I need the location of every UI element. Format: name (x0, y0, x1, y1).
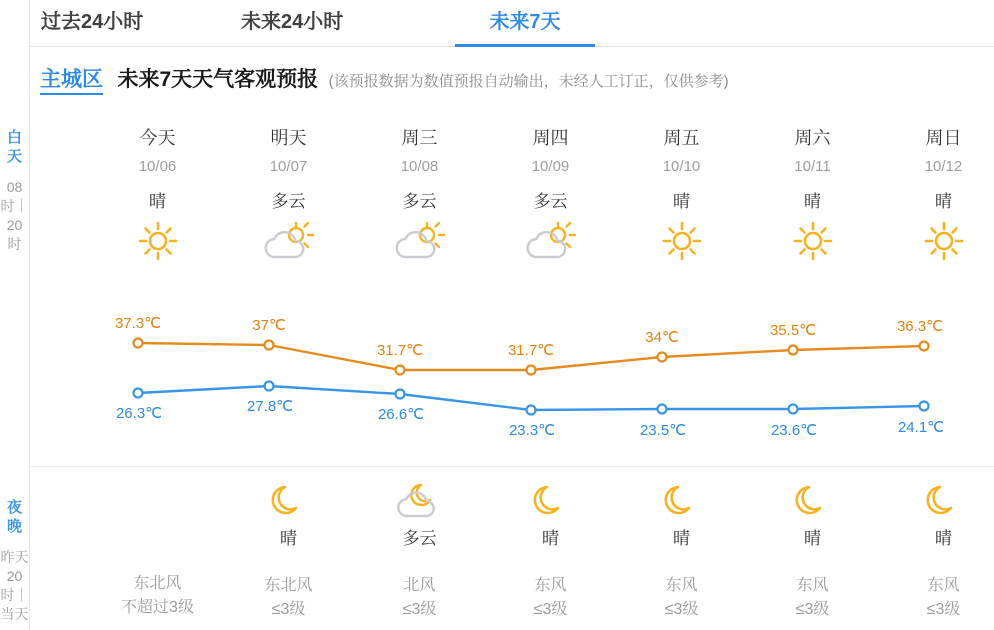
day-name: 周日 (925, 128, 962, 148)
day-condition: 晴 (149, 192, 166, 211)
day-condition: 多云 (533, 192, 568, 211)
night-condition: 晴 (804, 529, 821, 548)
day-condition: 多云 (402, 192, 437, 211)
low-temp-label-6: 24.1℃ (897, 419, 945, 436)
high-temp-label-2: 31.7℃ (376, 342, 424, 359)
night-condition: 晴 (280, 529, 297, 548)
day-date: 10/12 (924, 158, 963, 175)
rail-daytime-label: 白天 (6, 129, 22, 165)
high-temp-label-3: 31.7℃ (507, 342, 555, 359)
city-name[interactable]: 主城区 (40, 68, 103, 95)
rail-night-range: 昨天20时｜当天 (0, 549, 29, 622)
wind-direction: 东风 (796, 577, 829, 594)
sun-icon (92, 219, 223, 263)
low-temp-label-5: 23.6℃ (770, 422, 818, 439)
day-date: 10/06 (138, 158, 177, 175)
sun-icon (616, 219, 747, 263)
moon-icon (878, 482, 994, 524)
day-name: 周四 (532, 128, 569, 148)
wind-direction: 东北风 (264, 577, 313, 594)
moon-icon (485, 482, 616, 524)
temperature-chart (30, 300, 994, 465)
night-column-0 (92, 482, 223, 620)
moon-icon (747, 482, 878, 524)
sun-cloud-icon (354, 219, 485, 263)
night-row (30, 482, 994, 630)
sun-icon (747, 219, 878, 263)
moon-cloud-icon (354, 482, 485, 524)
high-temp-label-6: 36.3℃ (896, 318, 944, 335)
low-temp-label-4: 23.5℃ (639, 422, 687, 439)
wind-level: ≤3级 (271, 601, 306, 618)
wind-level: 不超过3级 (121, 599, 194, 616)
wind-level: ≤3级 (402, 601, 437, 618)
wind-direction: 东风 (665, 577, 698, 594)
wind-level: ≤3级 (926, 601, 961, 618)
day-name: 周五 (663, 128, 700, 148)
sun-icon (878, 219, 994, 263)
day-condition: 多云 (271, 192, 306, 211)
day-name: 今天 (139, 128, 176, 148)
sun-cloud-icon (485, 219, 616, 263)
day-name: 周六 (794, 128, 831, 148)
night-column-6 (878, 482, 994, 622)
wind-direction: 北风 (403, 577, 436, 594)
page-title: 未来7天天气客观预报 (117, 68, 319, 91)
day-column-6 (878, 125, 994, 263)
section-header (40, 63, 729, 97)
wind-direction: 东风 (927, 577, 960, 594)
wind-level: ≤3级 (795, 601, 830, 618)
tab-past-24h[interactable]: 过去24小时 (41, 11, 144, 33)
day-column-1 (223, 125, 354, 263)
day-column-5 (747, 125, 878, 263)
day-column-4 (616, 125, 747, 263)
night-column-1 (223, 482, 354, 622)
wind-direction: 东北风 (133, 575, 182, 592)
night-condition: 晴 (542, 529, 559, 548)
night-column-5 (747, 482, 878, 622)
day-date: 10/09 (531, 158, 570, 175)
night-condition: 多云 (402, 529, 437, 548)
low-temp-label-0: 26.3℃ (115, 405, 163, 422)
forecast-disclaimer: (该预报数据为数值预报自动输出，未经人工订正，仅供参考) (328, 73, 729, 90)
night-column-2 (354, 482, 485, 622)
sun-cloud-icon (223, 219, 354, 263)
high-temp-label-5: 35.5℃ (769, 322, 817, 339)
moon-icon (223, 482, 354, 524)
high-temp-label-0: 37.3℃ (114, 315, 162, 332)
rail-daytime-range: 08时｜20时 (0, 179, 29, 252)
day-name: 明天 (270, 128, 307, 148)
day-column-3 (485, 125, 616, 263)
period-rail (0, 0, 30, 630)
forecast-tabs (30, 0, 994, 47)
low-temp-label-1: 27.8℃ (246, 398, 294, 415)
day-condition: 晴 (673, 192, 690, 211)
high-temp-label-4: 34℃ (645, 329, 679, 346)
rail-night-label: 夜晚 (6, 499, 22, 535)
day-name: 周三 (401, 128, 438, 148)
day-date: 10/11 (794, 158, 831, 175)
tab-next-24h[interactable]: 未来24小时 (241, 11, 344, 33)
wind-level: ≤3级 (533, 601, 568, 618)
tab-next-7days[interactable]: 未来7天 (455, 4, 595, 47)
wind-level: ≤3级 (664, 601, 699, 618)
high-temp-label-1: 37℃ (252, 317, 286, 334)
night-condition: 晴 (673, 529, 690, 548)
day-column-2 (354, 125, 485, 263)
low-temp-label-3: 23.3℃ (508, 422, 556, 439)
day-date: 10/08 (400, 158, 439, 175)
night-column-4 (616, 482, 747, 622)
night-condition: 晴 (935, 529, 952, 548)
low-temp-label-2: 26.6℃ (377, 406, 425, 423)
day-date: 10/07 (269, 158, 308, 175)
night-column-3 (485, 482, 616, 622)
daytime-row (30, 125, 994, 285)
section-divider (30, 466, 994, 467)
day-condition: 晴 (804, 192, 821, 211)
day-condition: 晴 (935, 192, 952, 211)
day-column-0 (92, 125, 223, 263)
wind-direction: 东风 (534, 577, 567, 594)
moon-icon (616, 482, 747, 524)
day-date: 10/10 (662, 158, 701, 175)
